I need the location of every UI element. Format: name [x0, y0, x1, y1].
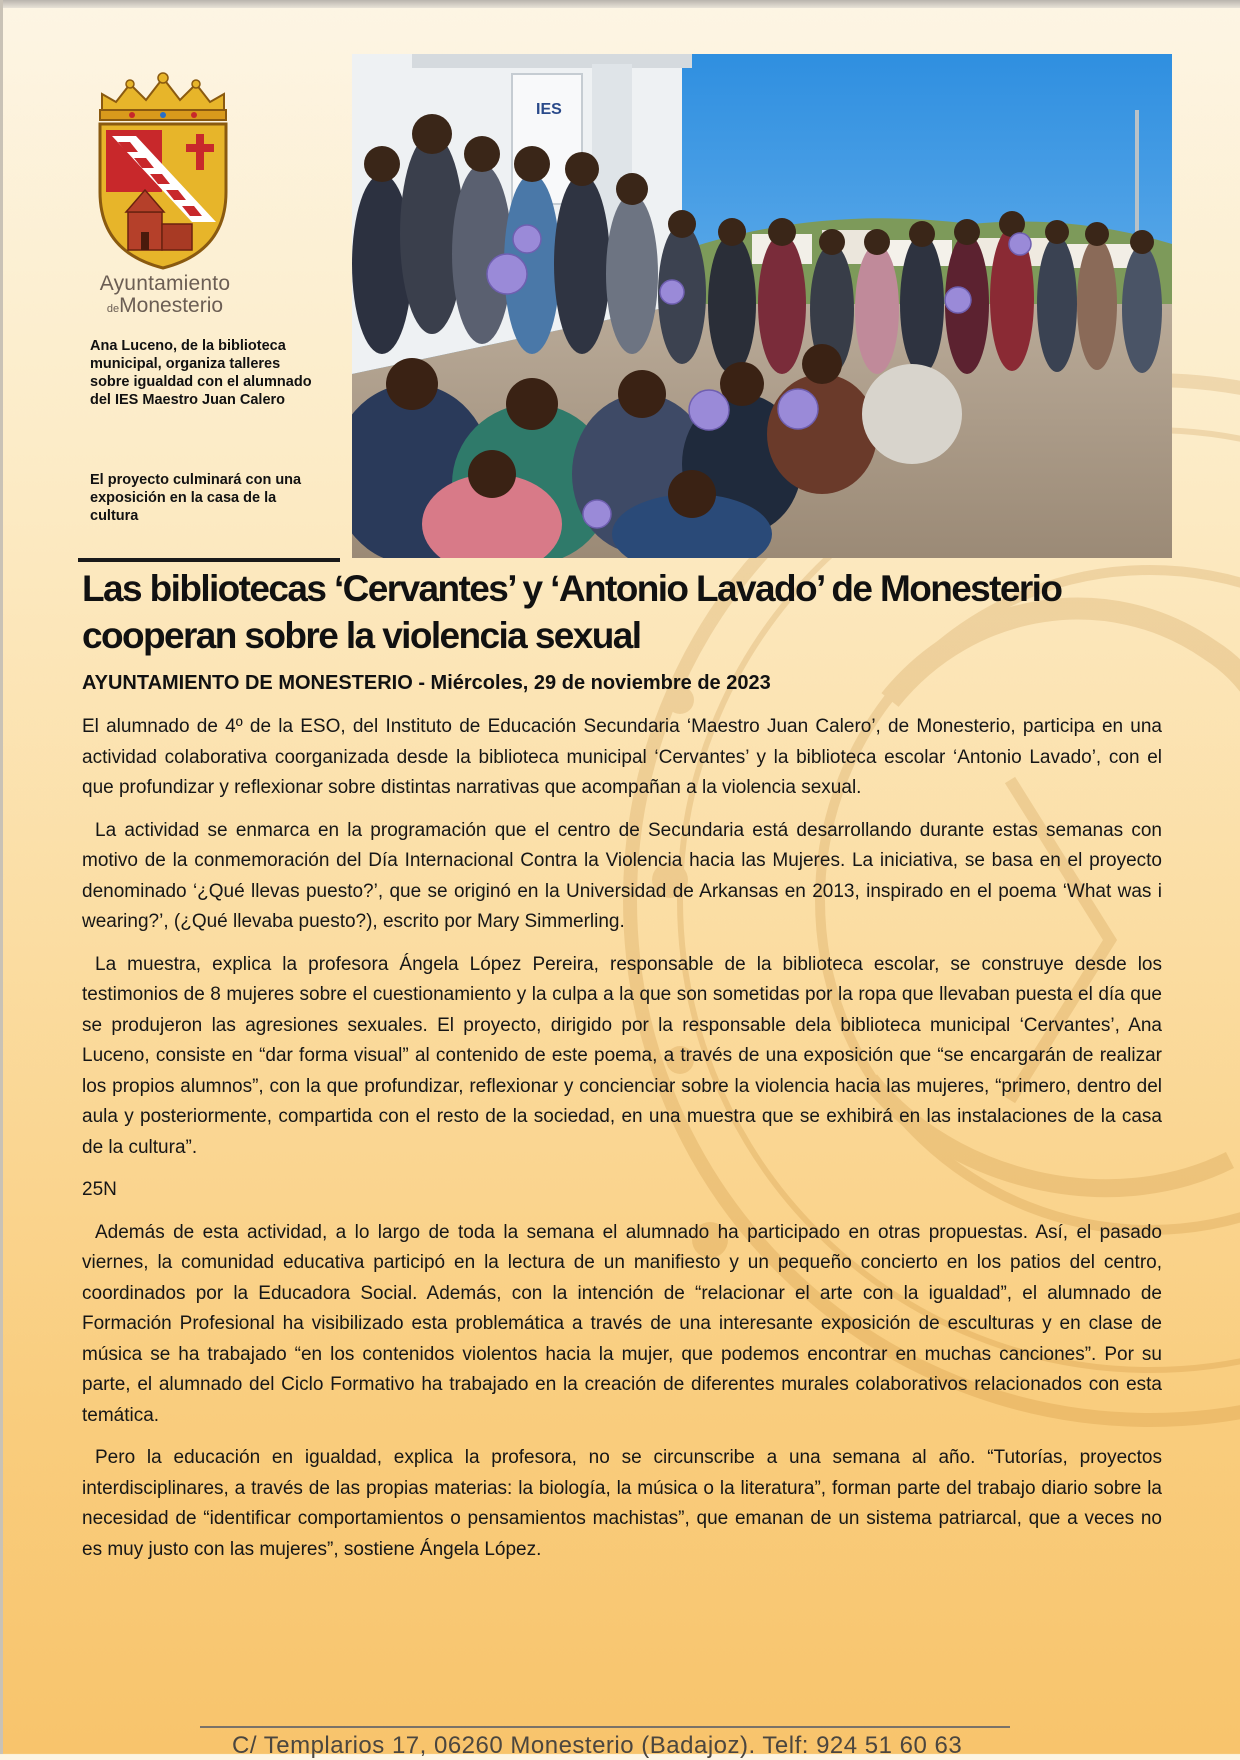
article-headline: Las bibliotecas ‘Cervantes’ y ‘Antonio Lavado’ de Monesterio cooperan sobre la violencia sexual: [82, 568, 1062, 656]
article-paragraph-4: Además de esta actividad, a lo largo de toda la semana el alumnado ha participado en otras propuestas. Así, el pasado viernes, la comunidad educativa participó en la lectura de un manifiesto y un pequeño concierto en los patios del centro, coordinados por la Educadora Social. Además, con la intención de “relacionar el arte con la igualdad”, el alumnado de Formación Profesional ha visibilizado esta problemática a través de una interesante exposición de esculturas y en clase de música se ha trabajado “en los contenidos violentos hacia la mujer, que podemos encontrar en muchas canciones”. Por su parte, el alumnado del Ciclo Formativo ha trabajado en la creación de diferentes murales colaborativos relacionados con esta temática.: [82, 1221, 1162, 1426]
article-byline: AYUNTAMIENTO DE MONESTERIO - Miércoles, 29 de noviembre de 2023: [82, 672, 771, 694]
article-paragraph-5: Pero la educación en igualdad, explica la profesora, no se circunscribe a una semana al año. “Tutorías, proyectos interdisciplinares, a través de las propias materias: la biología, la música o la literatura”, forman parte del trabajo diario sobre la necesidad de “identificar comportamientos o pensamientos machistas”, que emanan de un sistema patriarcal, que a veces no es muy justo con las mujeres”, sostiene Ángela López.: [82, 1447, 1162, 1560]
page-top-border: [0, 0, 1240, 8]
page-left-border: [0, 0, 3, 1754]
footer-address: C/ Templarios 17, 06260 Monesterio (Badajoz). Telf: 924 51 60 63: [232, 1732, 963, 1759]
footer-rule: [200, 1726, 1010, 1728]
crest-caption-de: de: [106, 303, 120, 315]
article-photo: [352, 54, 1172, 558]
municipal-crest-logo: [92, 72, 234, 272]
crest-caption-line1: Ayuntamiento: [99, 272, 231, 295]
article-paragraph-3: La muestra, explica la profesora Ángela López Pereira, responsable de la biblioteca escolar, se construye desde los testimonios de 8 mujeres sobre el cuestionamiento y la culpa a la que son sometidas por la ropa que llevaban puesta el día que se produjeron las agresiones sexuales. El proyecto, dirigido por la responsable dela biblioteca municipal ‘Cervantes’, Ana Luceno, consiste en “dar forma visual” al contenido de este poema, a través de una exposición que “se encargarán de realizar los propios alumnos”, con la que profundizar, reflexionar y concienciar sobre la violencia hacia las mujeres, “primero, dentro del aula y posteriormente, compartida con el resto de la sociedad, en una muestra que se exhibirá en las instalaciones de la casa de la cultura”.: [82, 953, 1162, 1158]
sidebar-rule: [78, 558, 340, 562]
article-body: [82, 712, 1162, 1577]
article-paragraph-1: El alumnado de 4º de la ESO, del Instituto de Educación Secundaria ‘Maestro Juan Calero’, de Monesterio, participa en una actividad colaborativa coorganizada desde la biblioteca municipal ‘Cervantes’ y la biblioteca escolar ‘Antonio Lavado’, con el que profundizar y reflexionar sobre distintas narrativas que acompañan a la violencia sexual.: [82, 716, 1162, 798]
crest-caption-name: Monesterio: [119, 294, 224, 317]
article-subheading: 25N: [82, 1179, 117, 1200]
sidebar-summary-1: Ana Luceno, de la biblioteca municipal, organiza talleres sobre igualdad con el alumnado del IES Maestro Juan Calero: [90, 338, 312, 408]
crest-caption: [80, 272, 250, 318]
crest-caption-line2: [80, 294, 250, 318]
article-paragraph-2: La actividad se enmarca en la programación que el centro de Secundaria está desarrollando durante estas semanas con motivo de la conmemoración del Día Internacional Contra la Violencia hacia las Mujeres. La iniciativa, se basa en el proyecto denominado ‘¿Qué llevas puesto?’, que se originó en la Universidad de Arkansas en 2013, inspirado en el poema ‘What was i wearing?’, (¿Qué llevaba puesto?), escrito por Mary Simmerling.: [82, 819, 1162, 932]
photo-sign-text: IES: [536, 101, 562, 118]
sidebar-summary-2: El proyecto culminará con una exposición en la casa de la cultura: [90, 472, 302, 524]
